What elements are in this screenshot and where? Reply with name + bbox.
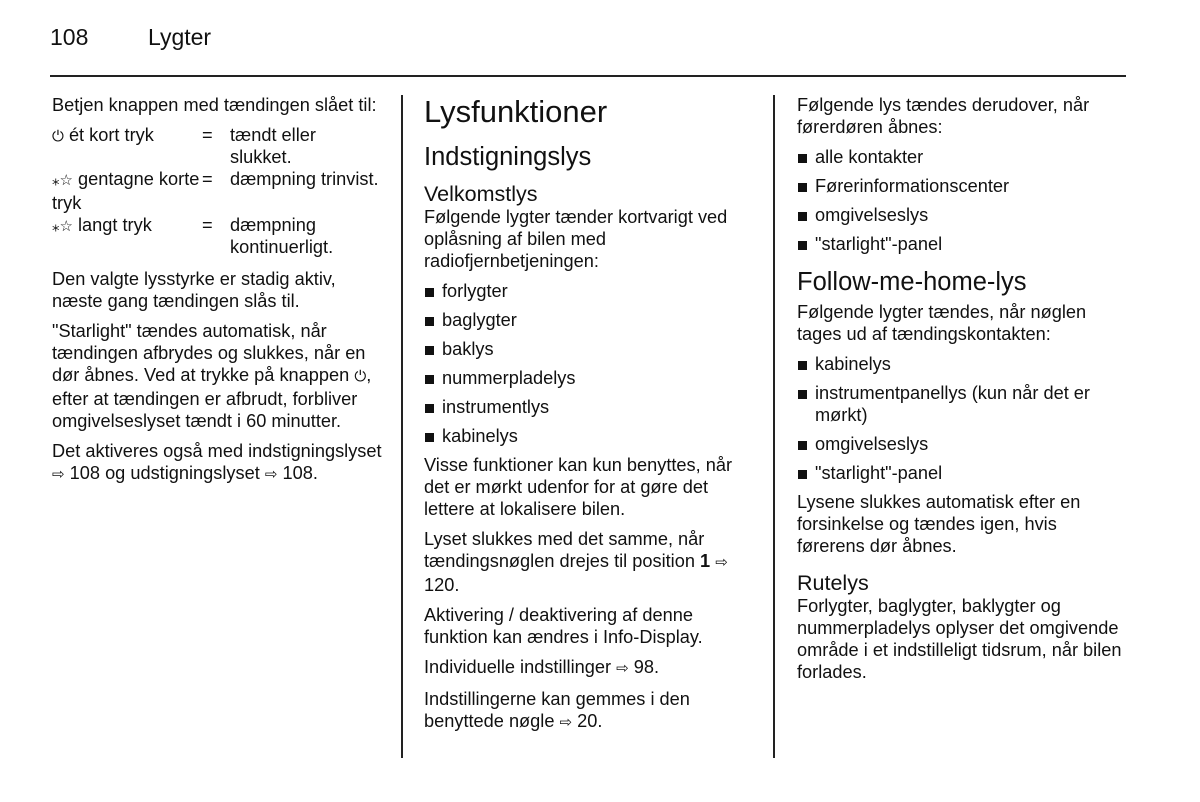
- column-divider-2: [773, 95, 775, 758]
- list-item: instrumentlys: [424, 396, 754, 418]
- power-icon: ⏻: [354, 368, 367, 385]
- list-item: "starlight"-panel: [797, 462, 1127, 484]
- option-sep: =: [202, 125, 213, 145]
- list-item: alle kontakter: [797, 146, 1127, 168]
- list-item: Førerinformationscenter: [797, 175, 1127, 197]
- paragraph: "Starlight" tændes automatisk, når tændingen afbrydes og slukkes, når en dør åbnes. Ved at trykke på knappen ⏻, efter at tændingen er afbrudt, forbliver omgivelseslyset tændt i 60 minutter.: [52, 321, 372, 431]
- page-ref[interactable]: 20: [577, 711, 598, 731]
- page-ref[interactable]: 108: [282, 463, 313, 483]
- list-item: forlygter: [424, 280, 754, 302]
- option-row: [52, 168, 382, 214]
- list-item: omgivelseslys: [797, 433, 1127, 455]
- intro-text: Følgende lys tændes derudover, når førerdøren åbnes:: [797, 95, 1090, 137]
- option-key: gentagne korte tryk: [52, 169, 200, 213]
- section-heading: Lysfunktioner: [424, 94, 608, 129]
- list-item: kabinelys: [797, 353, 1127, 375]
- chapter-title: Lygter: [148, 24, 212, 50]
- option-key: langt tryk: [78, 215, 152, 235]
- lights-list: [797, 353, 1127, 484]
- paragraph: Visse funktioner kan kun benyttes, når det er mørkt udenfor for at gøre det lettere at lokalisere bilen.: [424, 455, 733, 519]
- subsection-heading: Follow-me-home-lys: [797, 268, 1027, 296]
- header-rule: [50, 75, 1126, 77]
- option-key: ét kort tryk: [68, 125, 154, 145]
- option-value: dæmpning trinvist.: [230, 169, 379, 189]
- option-sep: =: [202, 215, 213, 235]
- list-item: nummerpladelys: [424, 367, 754, 389]
- page-ref-arrow-icon: ⇨: [616, 660, 629, 677]
- list-item: omgivelseslys: [797, 204, 1127, 226]
- column-2: [424, 94, 754, 742]
- power-icon: ⏻: [52, 128, 64, 145]
- page-ref-arrow-icon: ⇨: [559, 714, 573, 731]
- lights-list: [424, 280, 754, 447]
- paragraph: Individuelle indstillinger ⇨ 98.: [424, 657, 660, 677]
- page-ref-arrow-icon: ⇨: [715, 554, 728, 571]
- option-row: [52, 214, 382, 258]
- option-sep: =: [202, 169, 213, 189]
- subsection-heading: Indstigningslys: [424, 143, 592, 171]
- lights-list: [797, 146, 1127, 255]
- option-value: dæmpning kontinuerligt.: [230, 215, 334, 257]
- paragraph: Den valgte lysstyrke er stadig aktiv, næste gang tændingen slås til.: [52, 269, 336, 311]
- button-options-table: [52, 124, 382, 258]
- intro-text: Følgende lygter tændes, når nøglen tages ud af tændingskontakten:: [797, 302, 1087, 344]
- topic-heading: Rutelys: [797, 571, 869, 595]
- option-value: tændt eller slukket.: [230, 125, 316, 167]
- column-divider-1: [401, 95, 403, 758]
- paragraph: Lyset slukkes med det samme, når tændingsnøglen drejes til position 1 ⇨ 120.: [424, 529, 728, 595]
- page-ref-arrow-icon: ⇨: [52, 466, 65, 483]
- page-ref[interactable]: 108: [69, 463, 100, 483]
- page-number: 108: [50, 24, 89, 50]
- page-ref[interactable]: 98: [633, 657, 654, 677]
- list-item: baklys: [424, 338, 754, 360]
- list-item: kabinelys: [424, 425, 754, 447]
- intro-text: Betjen knappen med tændingen slået til:: [52, 95, 377, 115]
- intro-text: Følgende lygter tænder kortvarigt ved oplåsning af bilen med radiofjernbetjeningen:: [424, 207, 728, 271]
- dimmer-icon: ⁎☆: [52, 172, 73, 189]
- paragraph: Lysene slukkes automatisk efter en forsinkelse og tændes igen, hvis førerens dør åbnes.: [797, 492, 1081, 556]
- paragraph: Indstillingerne kan gemmes i den benyttede nøgle ⇨ 20.: [424, 689, 690, 731]
- list-item: instrumentpanellys (kun når det er mørkt): [797, 382, 1127, 426]
- page-header: [50, 24, 211, 51]
- option-row: [52, 124, 382, 168]
- column-3: [797, 94, 1127, 691]
- list-item: baglygter: [424, 309, 754, 331]
- column-1: [52, 94, 382, 494]
- paragraph: Aktivering / deaktivering af denne funktion kan ændres i Info-Display.: [424, 605, 703, 647]
- page-ref[interactable]: 120: [424, 575, 455, 595]
- page-ref-arrow-icon: ⇨: [264, 466, 278, 483]
- paragraph: Det aktiveres også med indstigningslyset ⇨ 108 og udstigningslyset ⇨ 108.: [52, 441, 382, 483]
- dimmer-icon: ⁎☆: [52, 218, 73, 235]
- paragraph: Forlygter, baglygter, baklygter og nummerpladelys oplyser det omgivende område i et indstilleligt tidsrum, når bilen forlades.: [797, 596, 1122, 682]
- list-item: "starlight"-panel: [797, 233, 1127, 255]
- topic-heading: Velkomstlys: [424, 182, 538, 206]
